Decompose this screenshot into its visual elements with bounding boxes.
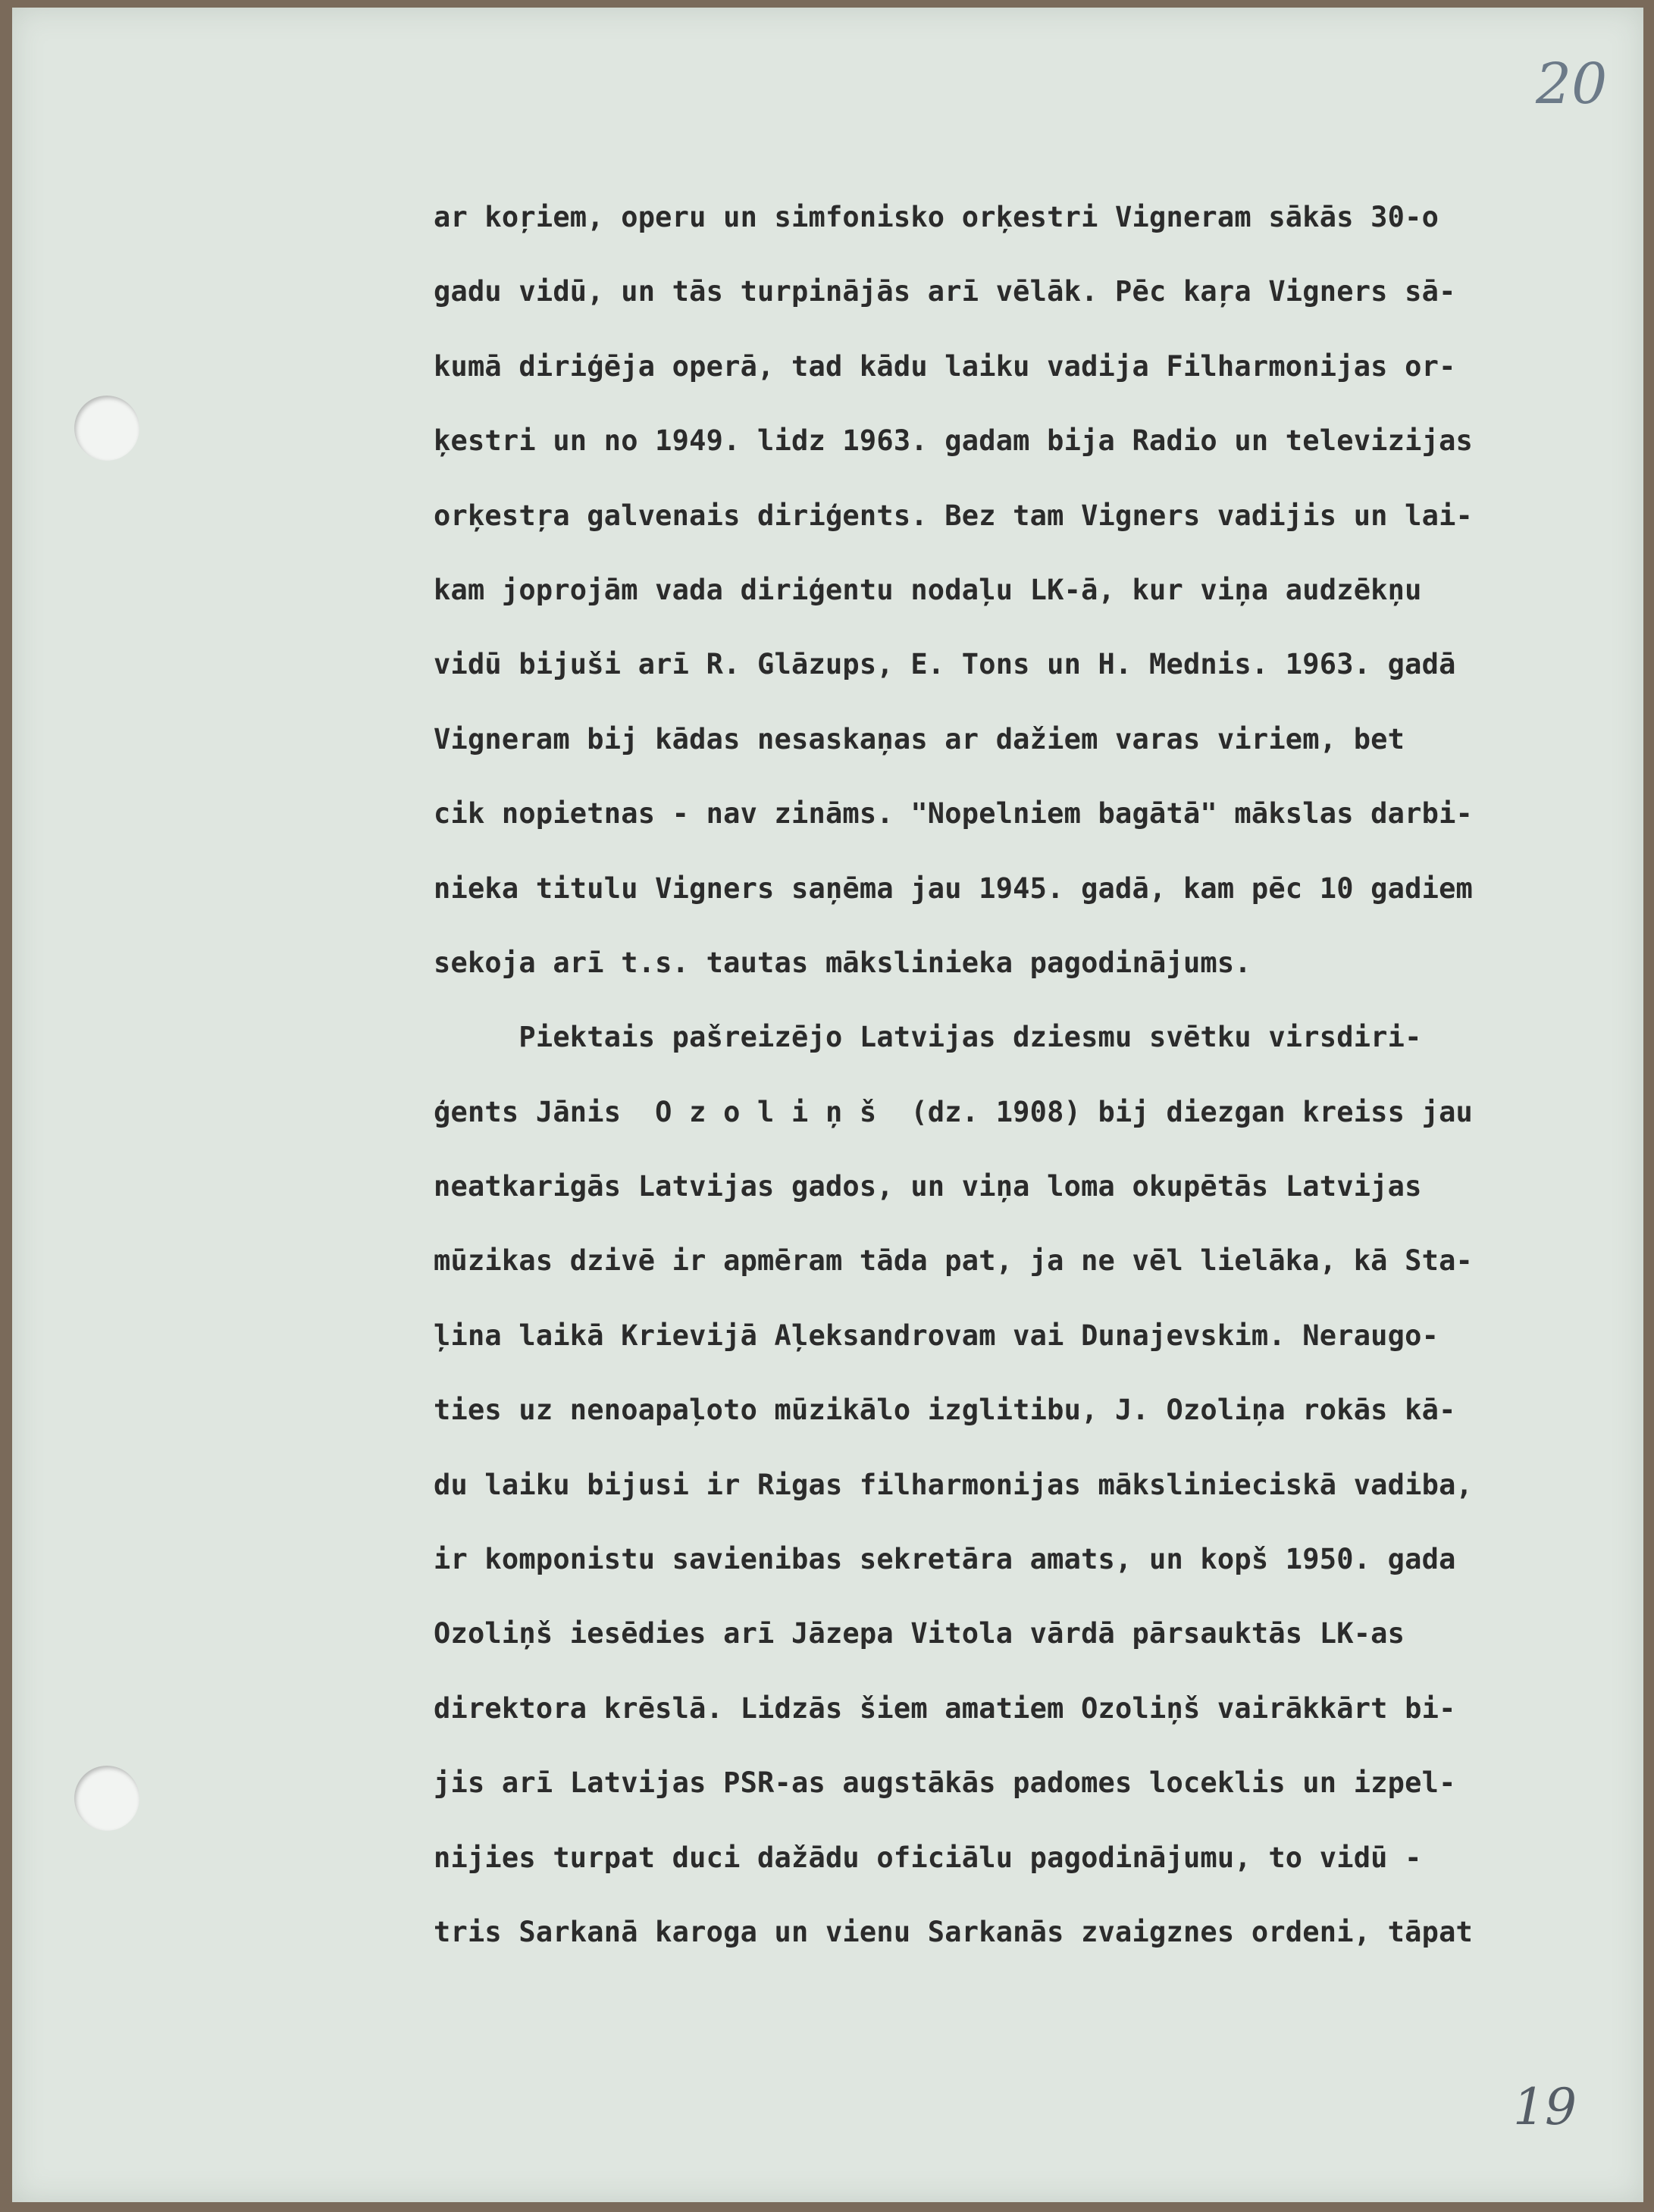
text-line: Piektais pašreizējo Latvijas dziesmu svētku virsdiri- [434, 1021, 1422, 1054]
text-line: kam joprojām vada diriģentu nodaļu LK-ā, kur viņa audzēkņu [434, 573, 1422, 606]
text-line: mūzikas dzivē ir apmēram tāda pat, ja ne vēl lielāka, kā Sta- [434, 1244, 1474, 1278]
text-line: nijies turpat duci dažādu oficiālu pagodinājumu, to vidū - [434, 1841, 1422, 1874]
text-line: tris Sarkanā karoga un vienu Sarkanās zvaigznes ordeni, tāpat [434, 1915, 1474, 1948]
text-line: gadu vidū, un tās turpinājās arī vēlāk. Pēc kaŗa Vigners sā- [434, 275, 1456, 308]
text-line: nieka titulu Vigners saņēma jau 1945. gadā, kam pēc 10 gadiem [434, 871, 1474, 905]
text-line: ķestri un no 1949. lidz 1963. gadam bija Radio un televizijas [434, 424, 1474, 458]
text-line: Vigneram bij kādas nesaskaņas ar dažiem varas viriem, bet [434, 722, 1405, 756]
punch-hole-bottom [74, 1766, 139, 1831]
text-line: cik nopietnas - nav zināms. "Nopelniem bagātā" mākslas darbi- [434, 797, 1474, 831]
text-line: ģents Jānis O z o l i ņ š (dz. 1908) bij diezgan kreiss jau [434, 1095, 1474, 1128]
handwritten-page-number-top: 20 [1536, 52, 1608, 117]
punch-hole-top [74, 396, 139, 461]
text-line: ties uz nenoapaļoto mūzikālo izglitibu, J. Ozoliņa rokās kā- [434, 1394, 1456, 1427]
text-line: ir komponistu savienibas sekretāra amats, un kopš 1950. gada [434, 1543, 1456, 1576]
text-line: ļina laikā Krievijā Aļeksandrovam vai Dunajevskim. Neraugo- [434, 1319, 1439, 1352]
text-line: du laiku bijusi ir Rigas filharmonijas mākslinieciskā vadiba, [434, 1468, 1474, 1501]
text-line: vidū bijuši arī R. Glāzups, E. Tons un H. Mednis. 1963. gadā [434, 648, 1456, 681]
text-line: Ozoliņš iesēdies arī Jāzepa Vitola vārdā pārsauktās LK-as [434, 1617, 1405, 1650]
text-line: kumā diriģēja operā, tad kādu laiku vadija Filharmonijas or- [434, 349, 1456, 383]
handwritten-page-number-bottom: 19 [1513, 2078, 1577, 2136]
document-page [12, 8, 1643, 2202]
text-line: jis arī Latvijas PSR-as augstākās padomes loceklis un izpel- [434, 1766, 1456, 1800]
text-line: direktora krēslā. Lidzās šiem amatiem Ozoliņš vairākkārt bi- [434, 1691, 1456, 1725]
text-line: sekoja arī t.s. tautas mākslinieka pagodinājums. [434, 946, 1251, 979]
text-line: ar koŗiem, operu un simfonisko orķestri Vigneram sākās 30-o [434, 201, 1439, 233]
text-line: orķestŗa galvenais diriģents. Bez tam Vigners vadijis un lai- [434, 499, 1474, 532]
text-line: neatkarigās Latvijas gados, un viņa loma okupētās Latvijas [434, 1170, 1422, 1203]
typed-text-body [434, 180, 1616, 1970]
